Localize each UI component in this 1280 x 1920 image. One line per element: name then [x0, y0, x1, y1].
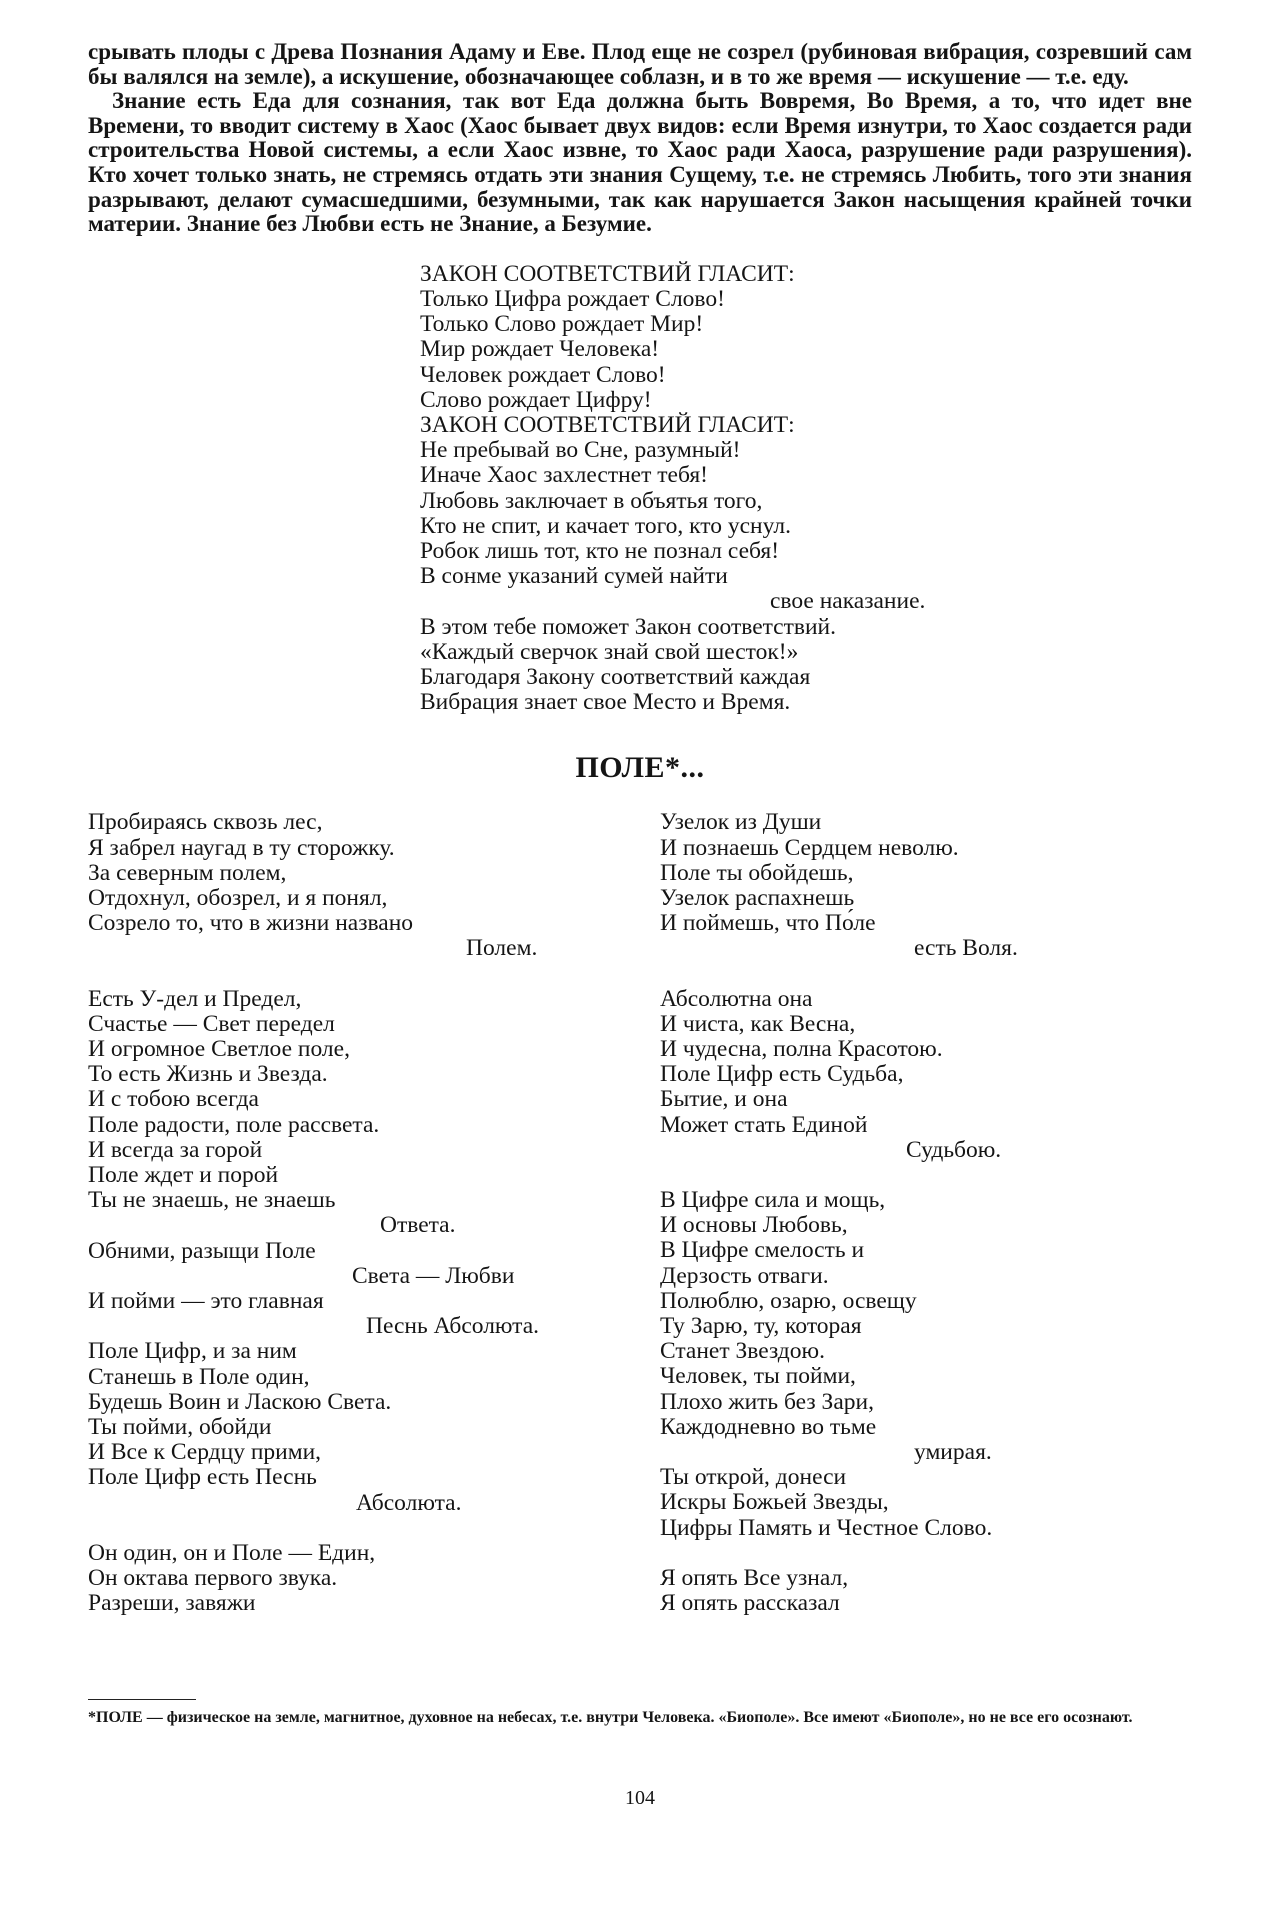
law-line: В сонме указаний сумей найти — [420, 563, 728, 590]
poem-line: Бытие, и она — [660, 1086, 788, 1113]
poem-line: И пойми — это главная — [88, 1288, 324, 1315]
law-line: Благодаря Закону соответствий каждая — [420, 664, 811, 690]
poem-line: Поле Цифр есть Песнь — [88, 1464, 317, 1491]
poem-line: Ты пойми, обойди — [88, 1414, 272, 1441]
poem-line: Узелок распахнешь — [660, 885, 855, 912]
poem-line: И с тобою всегда — [88, 1086, 259, 1113]
law-line: ЗАКОН СООТВЕТСТВИЙ ГЛАСИТ: — [420, 411, 795, 438]
paragraph-1: срывать плоды с Древа Познания Адаму и Еве. Плод еще не созрел (рубиновая вибрация, созревший сам бы валялся на земле), а искушение, обозначающее соблазн, и в то же время — искушение — т.е. еду. — [88, 39, 1192, 89]
poem-line: Ты не знаешь, не знаешь — [88, 1187, 336, 1214]
poem-line: Абсолюта. — [356, 1489, 462, 1516]
poem-line: умирая. — [914, 1439, 992, 1466]
law-line: ЗАКОН СООТВЕТСТВИЙ ГЛАСИТ: — [420, 260, 795, 287]
poem-line: Есть У-дел и Предел, — [88, 985, 302, 1012]
poem-line: Плохо жить без Зари, — [660, 1388, 874, 1415]
law-line: Робок лишь тот, кто не познал себя! — [420, 537, 780, 564]
poem-line: Песнь Абсолюта. — [366, 1313, 540, 1340]
poem-line: Дерзость отваги. — [660, 1262, 829, 1289]
poem-line: Искры Божьей Звезды, — [660, 1489, 889, 1516]
poem-line: Он один, он и Поле — Един, — [88, 1539, 376, 1566]
poem-line: И поймешь, что По́ле — [660, 910, 876, 937]
poem-line: Света — Любви — [352, 1262, 515, 1289]
law-line: свое наказание. — [770, 588, 926, 615]
page-number: 104 — [625, 1787, 655, 1809]
paragraph-2: Знание есть Еда для сознания, так вот Еда должна быть Вовремя, Во Время, а то, что идет вне Времени, то вводит систему в Хаос (Хаос бывает двух видов: если Время изнутри, то Хаос создается ради строительства Новой системы, а если Хаос извне, то Хаос ради Хаоса, разрушение ради разрушения). Кто хочет только знать, не стремясь отдать эти знания Сущему, т.е. не стремясь Любить, того эти знания разрывают, делают сумасшедшими, безумными, так как нарушается Закон насыщения крайней точки материи. Знание без Любви есть не Знание, а Безумие. — [88, 88, 1192, 237]
law-line: Вибрация знает свое Место и Время. — [420, 689, 791, 716]
poem-line: Созрело то, что в жизни названо — [88, 910, 414, 937]
law-line: В этом тебе поможет Закон соответствий. — [420, 613, 837, 640]
law-line: Человек рождает Слово! — [420, 361, 666, 388]
poem-line: Цифры Память и Честное Слово. — [660, 1514, 993, 1541]
poem-line: За северным полем, — [88, 859, 287, 886]
poem-line: Я опять Все узнал, — [660, 1564, 849, 1591]
poem-line: Может стать Единой — [660, 1111, 868, 1138]
poem-right-column — [660, 810, 1192, 1616]
poem-line: Разреши, завяжи — [88, 1590, 256, 1617]
poem-line: Ты открой, донеси — [660, 1464, 847, 1491]
poem-line: Отдохнул, обозрел, и я понял, — [88, 885, 388, 912]
poem-line: И огромное Светлое поле, — [88, 1036, 350, 1063]
poem-line: В Цифре сила и мощь, — [660, 1187, 886, 1214]
law-line: Слово рождает Цифру! — [420, 386, 652, 413]
law-line: Кто не спит, и качает того, кто уснул. — [420, 512, 791, 539]
poem-line: И чудесна, полна Красотою. — [660, 1036, 943, 1063]
poem-line: В Цифре смелость и — [660, 1237, 865, 1264]
law-line: «Каждый сверчок знай свой шесток!» — [420, 638, 799, 665]
poem-line: И основы Любовь, — [660, 1212, 848, 1239]
poem-line: Человек, ты пойми, — [660, 1363, 856, 1390]
poem-line: Поле ждет и порой — [88, 1162, 279, 1189]
poem-line: Будешь Воин и Ласкою Света. — [88, 1388, 392, 1415]
law-line: Только Цифра рождает Слово! — [420, 285, 725, 312]
page — [88, 40, 1192, 1620]
footnote-divider — [88, 1699, 196, 1700]
law-line: Только Слово рождает Мир! — [420, 311, 704, 338]
poem-line: Обними, разыщи Поле — [88, 1237, 316, 1264]
poem-line: есть Воля. — [914, 935, 1018, 962]
poem-title: ПОЛЕ*... — [575, 751, 705, 785]
poem-line: Ответа. — [380, 1212, 456, 1239]
poem-line: И всегда за горой — [88, 1136, 263, 1163]
law-line: Иначе Хаос захлестнет тебя! — [420, 462, 708, 489]
poem-line: Пробираясь сквозь лес, — [88, 809, 323, 836]
poem-line: Абсолютна она — [660, 985, 813, 1012]
law-line: Не пребывай во Сне, разумный! — [420, 437, 741, 464]
poem-line: Я забрел наугад в ту сторожку. — [88, 834, 395, 861]
poem-line: Станешь в Поле один, — [88, 1363, 310, 1390]
poem-line: И чиста, как Весна, — [660, 1010, 856, 1037]
law-line: Мир рождает Человека! — [420, 336, 660, 363]
poem-line: То есть Жизнь и Звезда. — [88, 1061, 328, 1088]
footnote: *ПОЛЕ — физическое на земле, магнитное, духовное на небесах, т.е. внутри Человека. «Биополе». Все имеют «Биополе», но не все его осознают. — [88, 1709, 1133, 1726]
prose-block — [88, 40, 1192, 237]
poem-line: Судьбою. — [906, 1136, 1002, 1163]
poem-line: Каждодневно во тьме — [660, 1413, 877, 1440]
poem-line: И Все к Сердцу прими, — [88, 1439, 322, 1466]
poem-line: Ту Зарю, ту, которая — [660, 1313, 862, 1340]
poem-line: Узелок из Души — [660, 809, 822, 836]
poem-line: Я опять рассказал — [660, 1590, 840, 1617]
poem-line: Полем. — [466, 935, 538, 962]
poem — [88, 810, 1192, 1620]
poem-line: Он октава первого звука. — [88, 1565, 338, 1592]
poem-line: Полюблю, озарю, освещу — [660, 1287, 917, 1314]
poem-left-column — [88, 810, 648, 1616]
law-line: Любовь заключает в объятья того, — [420, 487, 763, 514]
poem-line: Счастье — Свет передел — [88, 1010, 335, 1037]
law-of-correspondences — [420, 262, 1192, 716]
poem-line: И познаешь Сердцем неволю. — [660, 834, 959, 861]
poem-line: Поле ты обойдешь, — [660, 859, 854, 886]
poem-line: Поле Цифр, и за ним — [88, 1338, 297, 1365]
poem-line: Поле радости, поле рассвета. — [88, 1111, 380, 1138]
poem-line: Станет Звездою. — [660, 1338, 825, 1365]
poem-line: Поле Цифр есть Судьба, — [660, 1061, 904, 1088]
